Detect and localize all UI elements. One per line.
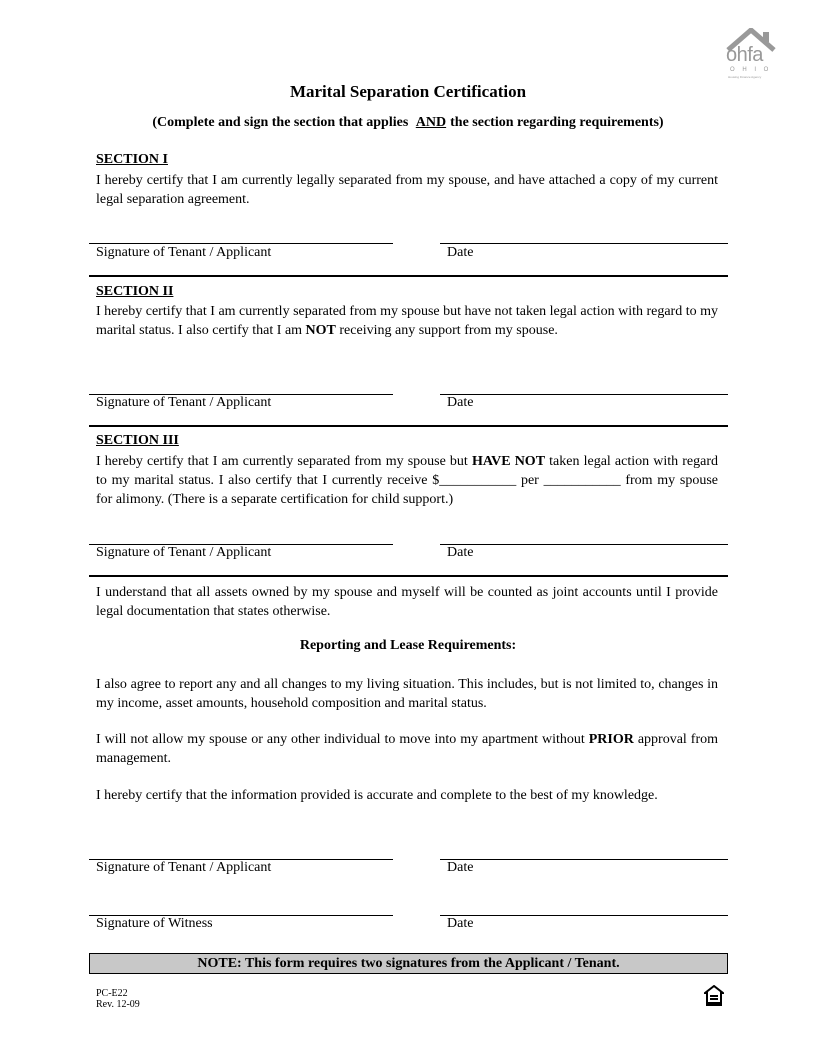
signature-label-tenant-2: Signature of Tenant / Applicant [96,395,272,410]
date-label-tenant-final: Date [447,860,474,875]
logo-sub: O H I O [730,67,772,73]
date-label-2: Date [447,395,474,410]
form-revision: Rev. 12-09 [96,999,140,1010]
assets-text: I understand that all assets owned by my spouse and myself will be counted as joint accounts until I provide legal documentation that states otherwise. [96,585,718,619]
not-emphasis: NOT [305,323,336,338]
date-label-witness: Date [447,916,474,931]
prior-emphasis: PRIOR [588,732,634,747]
ohfa-logo [724,28,778,84]
date-line-witness[interactable] [440,915,728,916]
section-divider-1 [89,275,728,277]
date-line-1[interactable] [440,243,728,244]
logo-text: ohfa [726,44,763,66]
section-divider-3 [89,575,728,577]
requirements-paragraph-1: I also agree to report any and all changes to my living situation. This includes, but is not limited to, changes in my income, asset amounts, household composition and marital status. [96,677,718,711]
section-1-text: I hereby certify that I am currently legally separated from my spouse, and have attached a copy of my current legal separation agreement. [96,173,718,207]
signature-label-tenant-1: Signature of Tenant / Applicant [96,245,272,260]
signature-label-witness: Signature of Witness [96,916,213,931]
subtitle-pre: (Complete and sign the section that applies [152,115,409,130]
subtitle-post: the section regarding requirements) [450,115,664,130]
section-divider-2 [89,425,728,427]
equal-housing-icon [704,985,724,1007]
have-not-emphasis: HAVE NOT [471,454,546,469]
section-3-heading: SECTION III [96,433,179,448]
subtitle-emph: AND [415,115,447,130]
section-2-heading: SECTION II [96,284,174,299]
date-line-tenant-final[interactable] [440,859,728,860]
signature-label-tenant-3: Signature of Tenant / Applicant [96,545,272,560]
note-banner: NOTE: This form requires two signatures from the Applicant / Tenant. [89,953,728,974]
logo-tagline: Housing Finance Agency [728,75,762,79]
page-title: Marital Separation Certification [289,82,527,101]
section-1-heading: SECTION I [96,152,168,167]
date-line-2[interactable] [440,394,728,395]
requirements-paragraph-2: I will not allow my spouse or any other individual to move into my apartment without PRIOR approval from management. [96,732,719,766]
section-3-text: I hereby certify that I am currently separated from my spouse but HAVE NOT taken legal action with regard to my marital status. I also certify that I currently receive $___________ per ___________ from my spouse for alimony. (There is a separate certification for child support.) [96,454,719,507]
form-id: PC-E22 [96,988,128,999]
page-subtitle [0,115,816,131]
section-2-text: I hereby certify that I am currently separated from my spouse but have not taken legal action with regard to my marital status. I also certify that I am NOT receiving any support from my spouse. [96,304,719,338]
signature-line-tenant-1[interactable] [89,243,393,244]
date-label-1: Date [447,245,474,260]
date-label-3: Date [447,545,474,560]
date-line-3[interactable] [440,544,728,545]
signature-label-tenant-final: Signature of Tenant / Applicant [96,860,272,875]
requirements-heading: Reporting and Lease Requirements: [299,638,517,653]
requirements-paragraph-3: I hereby certify that the information provided is accurate and complete to the best of my knowledge. [96,788,658,803]
